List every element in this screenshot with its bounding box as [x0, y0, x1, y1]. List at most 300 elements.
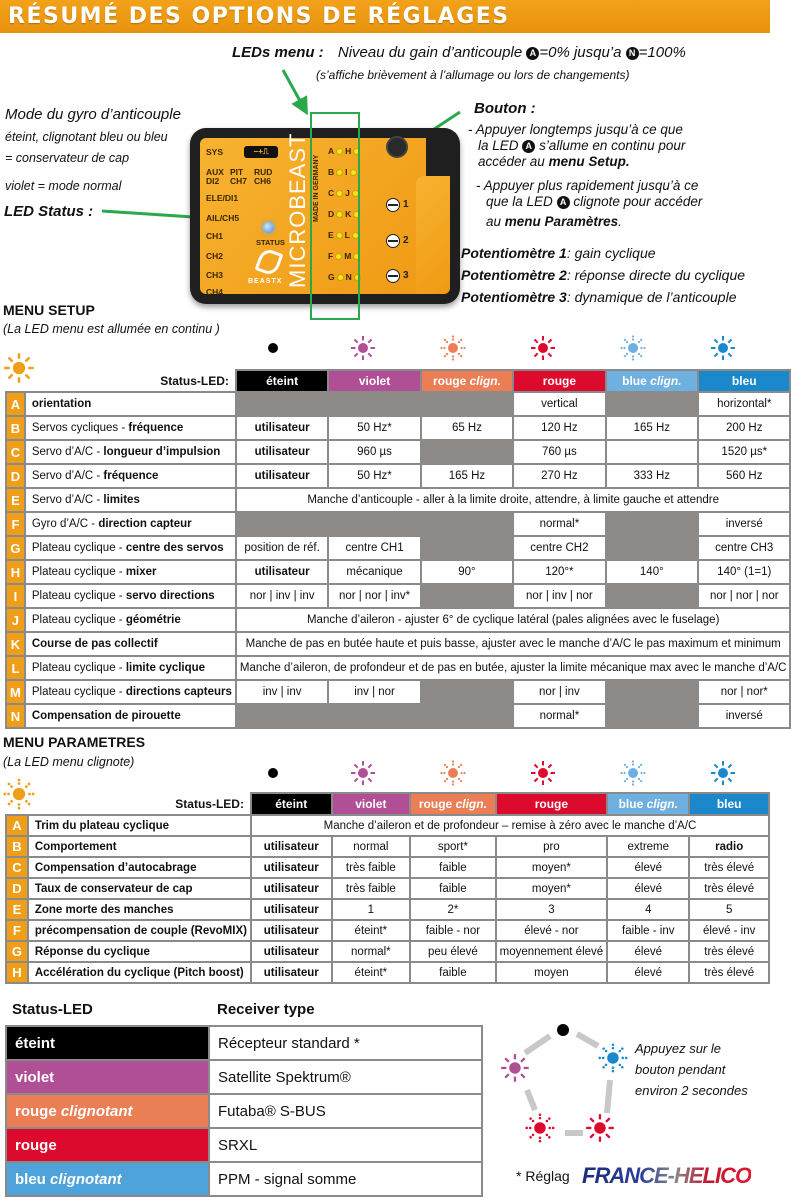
option-name-bold: directions capteurs [125, 686, 232, 698]
parameter-name: Comportement [28, 836, 251, 857]
option-name [25, 656, 236, 680]
setup-row-k [6, 632, 790, 656]
parameter-value: extreme [607, 836, 689, 857]
led-name-italic: clignotant [60, 1102, 133, 1120]
status-led-label: Status-LED: [175, 796, 244, 811]
receiver-type: Futaba® S-BUS [209, 1094, 482, 1128]
parameter-value: 3 [496, 899, 608, 920]
parameter-value: sport* [410, 836, 495, 857]
option-value: nor | inv | nor [513, 584, 605, 608]
setup-button[interactable] [386, 136, 408, 158]
led-red-blinking-icon [408, 333, 498, 363]
option-value: 270 Hz [513, 464, 605, 488]
option-name-prefix: Plateau cyclique - [31, 686, 126, 698]
menu-parametres-subtitle: (La LED menu clignote) [3, 755, 135, 769]
option-name-bold: direction capteur [98, 518, 192, 530]
parameter-value: très élevé [689, 941, 769, 962]
parameter-name: Trim du plateau cyclique [28, 815, 251, 836]
leds-menu-text-3: =100% [638, 44, 686, 61]
unavailable-cell [421, 512, 513, 536]
potentiometer-1-icon[interactable] [386, 198, 400, 212]
label-rud: RUD [254, 167, 273, 177]
unavailable-cell [421, 704, 513, 728]
option-name [25, 440, 236, 464]
menu-setup-subtitle: (La LED menu est allumée en continu ) [3, 322, 220, 336]
status-column-header [606, 370, 698, 392]
option-instruction: Manche d’anticouple - aller à la limite droite, attendre, à limite gauche et attendre [236, 488, 791, 512]
cycle-arrow [525, 1036, 550, 1053]
row-letter: F [6, 920, 28, 941]
param-row-f [6, 920, 769, 941]
status-column-header [496, 793, 608, 815]
parameter-value: moyen [496, 962, 608, 983]
parameter-value: éteint* [332, 920, 411, 941]
led-letter: J [345, 188, 350, 198]
option-name-prefix: Servo d’A/C - [31, 494, 104, 506]
option-value: centre CH2 [513, 536, 605, 560]
option-name [25, 680, 236, 704]
text: . [618, 214, 622, 229]
status-name-italic: clign. [650, 374, 682, 388]
menu-setup-ref: menu Setup. [548, 154, 630, 169]
led-name: violet [15, 1068, 55, 1086]
menu-parametres-ref: menu Paramètres [504, 214, 619, 229]
label-ch4: CH4 [206, 287, 224, 297]
bouton-line2b [468, 194, 702, 210]
led-letter: F [328, 251, 334, 261]
option-name [25, 608, 236, 632]
status-name: rouge [432, 374, 470, 388]
cycle-arrow [607, 1080, 610, 1113]
unavailable-cell [606, 584, 698, 608]
option-value: inv | inv [236, 680, 328, 704]
pot3-desc: : dynamique de l’anticouple [566, 289, 737, 305]
option-name-bold: fréquence [128, 422, 184, 434]
row-letter: H [6, 962, 28, 983]
option-name [25, 464, 236, 488]
unavailable-cell [421, 584, 513, 608]
led-red-blinking-icon [408, 758, 498, 788]
option-value: nor | nor | inv* [328, 584, 420, 608]
option-value: 120°* [513, 560, 605, 584]
setup-row-f [6, 512, 790, 536]
option-name-bold: servo directions [125, 590, 215, 602]
menu-setup-table [5, 369, 791, 729]
text: clignote pour accéder [573, 194, 703, 209]
row-letter: A [6, 815, 28, 836]
leds-menu-label: LEDs menu : [232, 44, 324, 61]
option-value: 1520 µs* [698, 440, 790, 464]
status-name-italic: clign. [469, 374, 501, 388]
label-ch2: CH2 [206, 251, 224, 261]
parameter-value: utilisateur [251, 941, 332, 962]
option-name [25, 584, 236, 608]
option-name [25, 632, 236, 656]
label-ch1: CH1 [206, 231, 224, 241]
led-name: bleu [15, 1170, 51, 1188]
status-led-header [6, 793, 769, 815]
row-letter: N [6, 704, 25, 728]
label-ch7: CH7 [230, 176, 248, 186]
option-name-bold: limites [103, 494, 140, 506]
row-letter: A [6, 392, 25, 416]
parameter-value: peu élevé [410, 941, 495, 962]
option-value: vertical [513, 392, 605, 416]
status-name-italic: clign. [646, 797, 678, 811]
potentiometer-2-icon[interactable] [386, 234, 400, 248]
status-name: violet [355, 797, 387, 811]
row-letter: E [6, 899, 28, 920]
option-value: 760 µs [513, 440, 605, 464]
parameter-instruction: Manche d’aileron et de profondeur – remise à zéro avec le manche d’A/C [251, 815, 769, 836]
option-name-prefix: orientation [31, 398, 92, 410]
row-letter: M [6, 680, 25, 704]
row-letter: K [6, 632, 25, 656]
label-ele: ELE/DI1 [206, 193, 239, 203]
status-column-header [607, 793, 689, 815]
option-value: inversé [698, 512, 790, 536]
pot2-caption [461, 267, 745, 283]
led-off-icon [228, 758, 318, 788]
row-letter: B [6, 836, 28, 857]
led-name: rouge [15, 1102, 61, 1120]
status-column-header [689, 793, 769, 815]
option-name-prefix: Course de pas collectif [31, 638, 158, 650]
option-value: 560 Hz [698, 464, 790, 488]
text: au [486, 214, 502, 229]
row-letter: J [6, 608, 25, 632]
led-letter: N [345, 272, 352, 282]
status-name: bleu [731, 374, 757, 388]
option-name-bold: longueur d’impulsion [103, 446, 221, 458]
option-name [25, 488, 236, 512]
option-value: normal* [513, 512, 605, 536]
option-name-bold: fréquence [103, 470, 159, 482]
unavailable-cell [328, 704, 420, 728]
status-led-icons-parametres [228, 758, 768, 788]
pot-number-3: 3 [403, 270, 409, 281]
label-sys: SYS [206, 147, 224, 157]
option-name-prefix: Servos cycliques - [31, 422, 129, 434]
parameter-value: élevé [607, 878, 689, 899]
led-red-icon [498, 333, 588, 363]
option-name-bold: géométrie [125, 614, 181, 626]
parameter-value: faible [410, 857, 495, 878]
parameter-name: Taux de conservateur de cap [28, 878, 251, 899]
option-name-prefix: Plateau cyclique - [31, 614, 126, 626]
row-letter: H [6, 560, 25, 584]
sys-indicator: −+⎍ [244, 146, 278, 158]
option-value: 200 Hz [698, 416, 790, 440]
option-value: position de réf. [236, 536, 328, 560]
arrow-leds-menu [283, 70, 305, 110]
row-letter: D [6, 464, 25, 488]
parameter-value: très élevé [689, 878, 769, 899]
unavailable-cell [328, 392, 420, 416]
option-value [606, 440, 698, 464]
status-column-header [698, 370, 790, 392]
status-led-label: Status-LED: [160, 373, 229, 388]
status-name: rouge [418, 797, 456, 811]
receiver-row [6, 1060, 482, 1094]
microbeast-brand: MICROBEAST [285, 132, 310, 288]
option-value: 165 Hz [421, 464, 513, 488]
option-value: 333 Hz [606, 464, 698, 488]
receiver-table [5, 1025, 483, 1197]
bouton-line2c [468, 214, 702, 230]
label-aux: AUX [206, 167, 224, 177]
row-letter: C [6, 440, 25, 464]
row-letter: L [6, 656, 25, 680]
param-row-c [6, 857, 769, 878]
parameter-value: très faible [332, 857, 411, 878]
cycle-arrow [577, 1034, 598, 1046]
option-value: 65 Hz [421, 416, 513, 440]
leds-menu-text-2: =0% jusqu’a [539, 44, 622, 61]
led-name: éteint [15, 1034, 56, 1052]
led-letter-a-icon: A [522, 140, 535, 153]
parameter-value: utilisateur [251, 962, 332, 983]
row-letter: B [6, 416, 25, 440]
unavailable-cell [606, 392, 698, 416]
text: la LED [478, 138, 519, 153]
parameter-name: Réponse du cyclique [28, 941, 251, 962]
option-value: 165 Hz [606, 416, 698, 440]
parameter-value: utilisateur [251, 836, 332, 857]
status-column-header [513, 370, 605, 392]
status-name: rouge [542, 374, 577, 388]
led-violet-icon [318, 333, 408, 363]
option-value: 50 Hz* [328, 416, 420, 440]
parameter-value: faible [410, 878, 495, 899]
option-value: inv | nor [328, 680, 420, 704]
parameter-value: faible - inv [607, 920, 689, 941]
parameter-value: très élevé [689, 857, 769, 878]
led-blue-blinking-icon [588, 758, 678, 788]
option-name-prefix: Plateau cyclique - [31, 590, 126, 602]
parameter-value: radio [689, 836, 769, 857]
receiver-row [6, 1026, 482, 1060]
led-letter: L [344, 230, 350, 240]
parameter-name: Accélération du cyclique (Pitch boost) [28, 962, 251, 983]
receiver-led-cell [6, 1060, 209, 1094]
parameter-value: élevé [607, 941, 689, 962]
status-column-header [328, 370, 420, 392]
status-column-header [236, 370, 328, 392]
unavailable-cell [606, 512, 698, 536]
option-value: 140° [606, 560, 698, 584]
pot3-caption [461, 289, 736, 305]
setup-row-i [6, 584, 790, 608]
option-value: 90° [421, 560, 513, 584]
led-blue-icon [678, 333, 768, 363]
pot1-label: Potentiomètre 1 [461, 245, 567, 261]
unavailable-cell [606, 704, 698, 728]
cycle-led-violet-icon [501, 1054, 529, 1082]
option-name [25, 416, 236, 440]
label-status: STATUS [256, 238, 285, 247]
parameter-value: faible [410, 962, 495, 983]
cycle-led-off-icon [557, 1024, 569, 1036]
option-value: 960 µs [328, 440, 420, 464]
option-name [25, 392, 236, 416]
receiver-led-cell [6, 1162, 209, 1196]
row-letter: G [6, 941, 28, 962]
parameter-value: moyen* [496, 878, 608, 899]
option-name [25, 536, 236, 560]
setup-row-b [6, 416, 790, 440]
option-name [25, 560, 236, 584]
cycle-line1: Appuyez sur le [635, 1041, 721, 1056]
option-instruction: Manche d’aileron, de profondeur et de pas en butée, ajuster la limite mécanique max avec le manche d’A/C [236, 656, 791, 680]
option-value: normal* [513, 704, 605, 728]
parameter-value: utilisateur [251, 857, 332, 878]
option-instruction: Manche d’aileron - ajuster 6° de cyclique latéral (pales alignées avec le fuselage) [236, 608, 791, 632]
beastx-logo-text: BEASTX [248, 278, 283, 285]
option-value: 50 Hz* [328, 464, 420, 488]
parameter-value: moyennement élevé [496, 941, 608, 962]
parameter-value: élevé - nor [496, 920, 608, 941]
led-red-icon [498, 758, 588, 788]
label-ail: AIL/CH5 [206, 213, 240, 223]
bouton-line1b [468, 138, 702, 154]
pot1-caption [461, 245, 656, 261]
setup-row-m [6, 680, 790, 704]
led-letter-a-icon: A [526, 47, 539, 60]
status-name: éteint [275, 797, 308, 811]
param-row-d [6, 878, 769, 899]
status-led-header [6, 370, 790, 392]
footer-note: * Réglag [516, 1168, 570, 1184]
option-value: utilisateur [236, 416, 328, 440]
row-letter: D [6, 878, 28, 899]
option-name-prefix: Gyro d’A/C - [31, 518, 99, 530]
option-value: centre CH3 [698, 536, 790, 560]
parameter-value: utilisateur [251, 899, 332, 920]
bouton-line2a: - Appuyer plus rapidement jusqu’à ce [476, 178, 699, 193]
parameter-value: très élevé [689, 962, 769, 983]
status-column-header [332, 793, 411, 815]
unavailable-cell [421, 536, 513, 560]
text: s’allume en continu pour [539, 138, 686, 153]
bouton-line1c [468, 154, 702, 170]
option-name-prefix: Plateau cyclique - [31, 662, 126, 674]
gyro-title: Mode du gyro d’anticouple [5, 106, 181, 123]
bouton-instructions [468, 122, 702, 230]
status-name: blue [618, 797, 647, 811]
option-name-prefix: Compensation de pirouette [31, 710, 181, 722]
led-letter-n-icon: N [626, 47, 639, 60]
param-row-e [6, 899, 769, 920]
parameter-value: élevé - inv [689, 920, 769, 941]
setup-row-a [6, 392, 790, 416]
option-name-bold: mixer [125, 566, 157, 578]
parameter-value: utilisateur [251, 920, 332, 941]
led-letter: G [328, 272, 335, 282]
menu-setup-title: MENU SETUP [3, 302, 95, 318]
cycle-led-blue-icon [598, 1043, 627, 1072]
led-status-label: LED Status : [4, 203, 94, 220]
led-letter-a-icon: A [557, 196, 570, 209]
receiver-head-led: Status-LED [12, 1001, 93, 1018]
cycle-diagram [495, 1018, 635, 1158]
status-name: violet [358, 374, 391, 388]
unavailable-cell [421, 680, 513, 704]
parameter-value: très faible [332, 878, 411, 899]
bouton-line1a: - Appuyer longtemps jusqu’à ce que [468, 122, 683, 137]
menu-parametres-table [5, 792, 770, 984]
option-name-prefix: Servo d’A/C - [31, 446, 104, 458]
potentiometer-3-icon[interactable] [386, 269, 400, 283]
cycle-led-red-blinking-icon [525, 1113, 554, 1142]
pot-number-2: 2 [403, 235, 409, 246]
parameter-value: faible - nor [410, 920, 495, 941]
led-letter: H [345, 146, 352, 156]
device-face-pots [416, 176, 450, 294]
status-name-italic: clign. [455, 797, 487, 811]
pot2-desc: : réponse directe du cyclique [566, 267, 746, 283]
receiver-led-cell [6, 1094, 209, 1128]
receiver-row [6, 1128, 482, 1162]
led-letter: M [344, 251, 352, 261]
status-column-header [251, 793, 332, 815]
row-letter: I [6, 584, 25, 608]
black-dot [268, 768, 278, 778]
parameter-value: éteint* [332, 962, 411, 983]
pot-number-1: 1 [403, 199, 409, 210]
led-blue-icon [678, 758, 768, 788]
row-letter: F [6, 512, 25, 536]
menu-parametres-title: MENU PARAMETRES [3, 734, 146, 750]
unavailable-cell [421, 392, 513, 416]
parameter-name: précompensation de couple (RevoMIX) [28, 920, 251, 941]
option-value: mécanique [328, 560, 420, 584]
status-name: bleu [716, 797, 742, 811]
leds-menu-text: Niveau du gain d’anticouple [337, 44, 523, 61]
option-value: nor | inv [513, 680, 605, 704]
setup-row-g [6, 536, 790, 560]
setup-row-j [6, 608, 790, 632]
parameter-value: pro [496, 836, 608, 857]
parameter-value: élevé [607, 857, 689, 878]
france-helico-logo: FRANCE-HELICO [582, 1163, 752, 1188]
row-letter: C [6, 857, 28, 878]
status-column-header [410, 793, 495, 815]
param-row-a [6, 815, 769, 836]
setup-row-l [6, 656, 790, 680]
cycle-line2: bouton pendant [635, 1062, 726, 1077]
led-letter: B [328, 167, 335, 177]
option-value: horizontal* [698, 392, 790, 416]
parameter-value: normal* [332, 941, 411, 962]
status-name: éteint [266, 374, 299, 388]
receiver-row [6, 1162, 482, 1196]
black-dot [268, 343, 278, 353]
pot1-desc: : gain cyclique [566, 245, 656, 261]
text: accéder au [478, 154, 545, 169]
receiver-type: Récepteur standard * [209, 1026, 482, 1060]
status-name: rouge [534, 797, 569, 811]
led-letter: C [328, 188, 335, 198]
option-value: nor | nor* [698, 680, 790, 704]
setup-row-e [6, 488, 790, 512]
page-title: RÉSUMÉ DES OPTIONS DE RÉGLAGES [8, 4, 510, 29]
option-value: 140° (1=1) [698, 560, 790, 584]
cycle-caption [635, 1038, 748, 1101]
gyro-line3: violet = mode normal [5, 179, 122, 193]
leds-menu-subcaption: (s’affiche brièvement à l’allumage ou lors de changements) [316, 68, 630, 82]
parameter-value: normal [332, 836, 411, 857]
